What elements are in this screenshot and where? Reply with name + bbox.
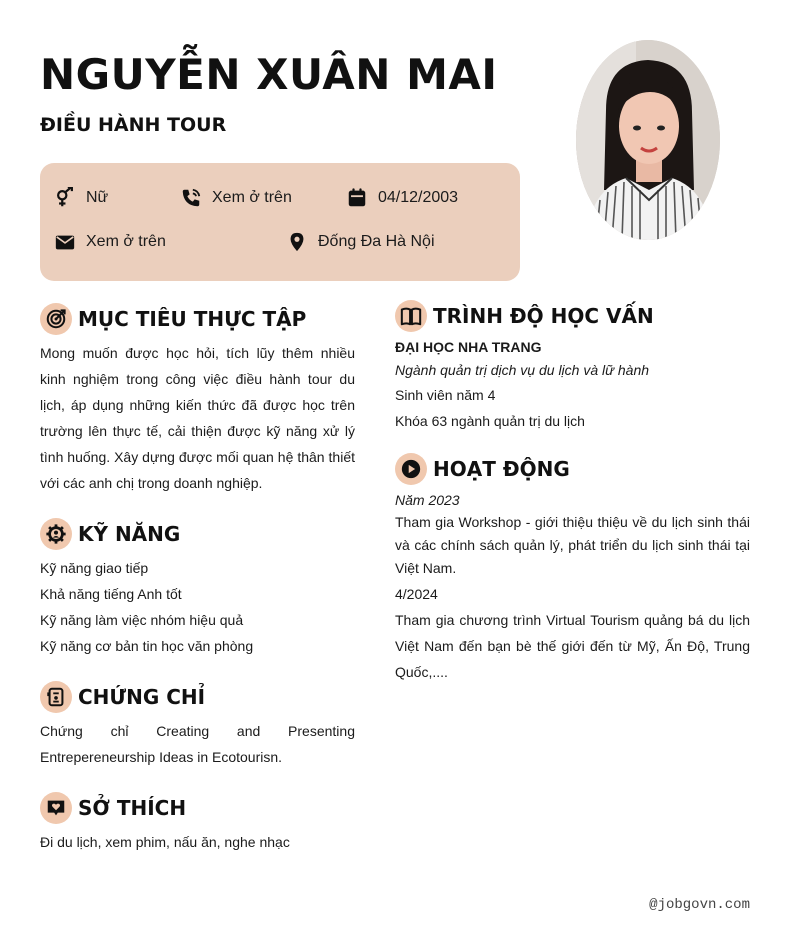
phone-row — [180, 187, 292, 209]
job-title: ĐIỀU HÀNH TOUR — [40, 114, 227, 136]
objective-icon-wrap — [40, 303, 72, 335]
avatar — [576, 40, 720, 240]
gear-icon — [45, 523, 67, 545]
full-name: NGUYỄN XUÂN MAI — [40, 50, 498, 99]
gender-icon — [54, 187, 76, 209]
activity-date: 4/2024 — [395, 586, 438, 602]
certificates-header — [40, 681, 205, 713]
address-row — [286, 231, 435, 253]
watermark: @jobgovn.com — [649, 897, 750, 913]
skills-title: KỸ NĂNG — [78, 522, 181, 546]
skills-icon-wrap — [40, 518, 72, 550]
location-pin-icon — [286, 231, 308, 253]
activity-description: Tham gia chương trình Virtual Tourism quảng bá du lịch Việt Nam đến bạn bè thế giới đến từ Mỹ, Ấn Độ, Trung Quốc,.... — [395, 612, 750, 680]
education-title: TRÌNH ĐỘ HỌC VẤN — [433, 304, 654, 328]
objective-text: Mong muốn được học hỏi, tích lũy thêm nhiều kinh nghiệm trong công việc điều hành tour du lịch, áp dụng những kiến thức đã được học trên trường lên thực tế, cải thiện được kỹ năng xử lý tình huống. Xây dựng được mối quan hệ thân thiết với các anh chị trong doanh nghiệp. — [40, 345, 355, 491]
study-year: Sinh viên năm 4 — [395, 387, 496, 403]
phone-icon — [180, 187, 202, 209]
address-value: Đống Đa Hà Nội — [318, 233, 435, 250]
skill-item: Kỹ năng cơ bản tin học văn phòng — [40, 638, 254, 654]
gender-row — [54, 187, 108, 209]
birthday-value: 04/12/2003 — [378, 189, 459, 206]
portrait-image — [576, 40, 720, 240]
birthday-row — [346, 187, 458, 209]
email-row — [54, 231, 166, 253]
book-icon — [400, 305, 422, 327]
skill-item: Khả năng tiếng Anh tốt — [40, 586, 182, 602]
activity-year: Năm 2023 — [395, 492, 460, 508]
calendar-icon — [346, 187, 368, 209]
skill-item: Kỹ năng làm việc nhóm hiệu quả — [40, 612, 244, 628]
objective-header — [40, 303, 306, 335]
email-icon — [54, 231, 76, 253]
hobbies-icon-wrap — [40, 792, 72, 824]
heart-message-icon — [45, 797, 67, 819]
hobbies-text: Đi du lịch, xem phim, nấu ăn, nghe nhạc — [40, 834, 290, 850]
personal-info-box — [40, 163, 520, 281]
hobbies-header — [40, 792, 186, 824]
play-icon — [400, 458, 422, 480]
certificates-icon-wrap — [40, 681, 72, 713]
education-header — [395, 300, 654, 332]
phone-value: Xem ở trên — [212, 189, 292, 206]
target-icon — [45, 308, 67, 330]
activities-icon-wrap — [395, 453, 427, 485]
course: Khóa 63 ngành quản trị du lịch — [395, 413, 585, 429]
certificates-title: CHỨNG CHỈ — [78, 685, 206, 709]
objective-title: MỤC TIÊU THỰC TẬP — [78, 307, 307, 331]
education-icon-wrap — [395, 300, 427, 332]
major: Ngành quản trị dịch vụ du lịch và lữ hành — [395, 362, 650, 378]
gender-value: Nữ — [86, 189, 109, 206]
certificate-icon — [45, 686, 67, 708]
hobbies-title: SỞ THÍCH — [78, 796, 187, 820]
certificates-text: Chứng chỉ Creating and Presenting Entrepereneurship Ideas in Ecotourisn. — [40, 723, 355, 765]
activity-description: Tham gia Workshop - giới thiệu thiệu về du lịch sinh thái và các chính sách quản lý, phát triển du lịch sinh thái tại Việt Nam. — [395, 514, 750, 576]
skill-item: Kỹ năng giao tiếp — [40, 560, 149, 576]
activities-header — [395, 453, 570, 485]
activities-title: HOẠT ĐỘNG — [433, 457, 570, 481]
school-name: ĐẠI HỌC NHA TRANG — [395, 339, 542, 355]
skills-header — [40, 518, 180, 550]
email-value: Xem ở trên — [86, 233, 166, 250]
